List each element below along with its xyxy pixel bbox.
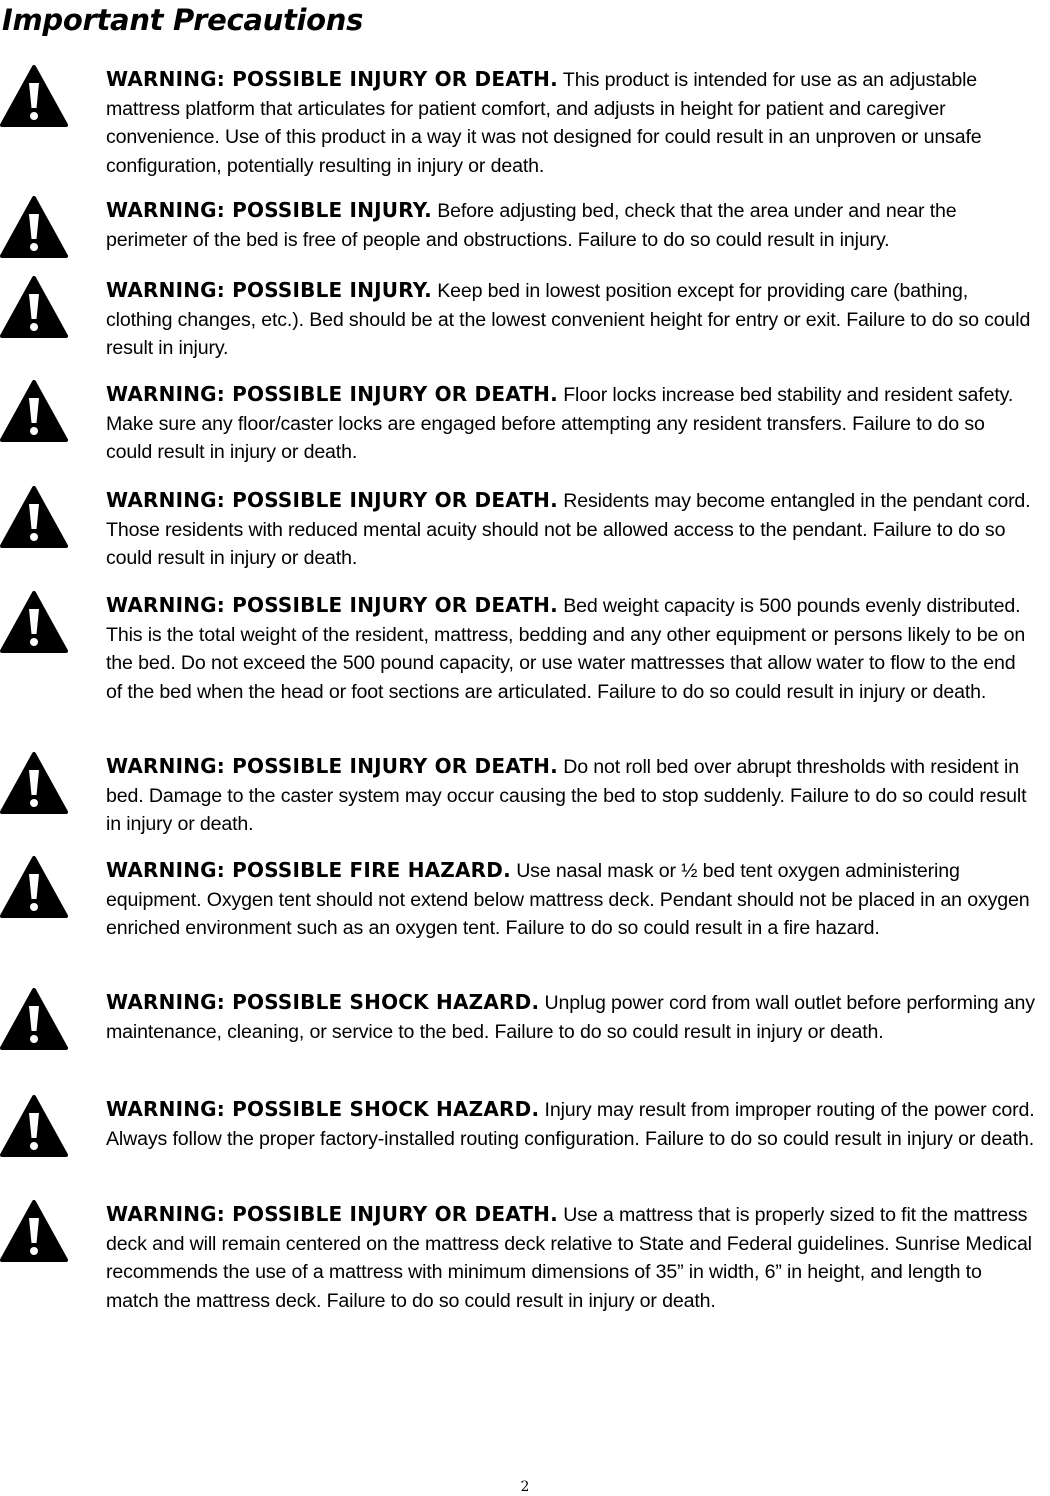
warning-text	[106, 1095, 1036, 1153]
warning-heading: WARNING: POSSIBLE INJURY OR DEATH.	[106, 593, 558, 617]
warning-heading: WARNING: POSSIBLE INJURY.	[106, 278, 432, 302]
warning-body: This product is intended for use as an adjustable mattress platform that articulates for patient comfort, and adjusts in height for patient and caregiver convenience. Use of this product in a way it was not designed for could result in an unproven or unsafe configuration, potentially resulting in injury or death.	[106, 69, 982, 177]
warning-heading: WARNING: POSSIBLE SHOCK HAZARD.	[106, 990, 540, 1014]
warning-body: Use a mattress that is properly sized to fit the mattress deck and will remain centered on the mattress deck relative to State and Federal guidelines. Sunrise Medical recommends the use of a mattress with minimum dimensions of 35” in width, 6” in height, and length to match the mattress deck. Failure to do so could result in injury or death.	[106, 1204, 1032, 1312]
warning-triangle-icon	[0, 1200, 68, 1262]
page-title: Important Precautions	[2, 3, 364, 37]
warning-body: Unplug power cord from wall outlet before performing any maintenance, cleaning, or service to the bed. Failure to do so could result in injury or death.	[106, 992, 1035, 1043]
warning-body: Do not roll bed over abrupt thresholds with resident in bed. Damage to the caster system may occur causing the bed to stop suddenly. Failure to do so could result in injury or death.	[106, 756, 1027, 835]
warning-triangle-icon	[0, 486, 68, 548]
warning-triangle-icon	[0, 1095, 68, 1157]
warning-text	[106, 380, 1036, 467]
warning-text	[106, 276, 1036, 363]
warning-text	[106, 1200, 1036, 1315]
warning-heading: WARNING: POSSIBLE INJURY OR DEATH.	[106, 382, 558, 406]
warning-body: Floor locks increase bed stability and resident safety. Make sure any floor/caster locks are engaged before attempting any resident transfers. Failure to do so could result in injury or death.	[106, 384, 1014, 463]
warning-text	[106, 988, 1036, 1046]
warning-triangle-icon	[0, 752, 68, 814]
warning-heading: WARNING: POSSIBLE INJURY OR DEATH.	[106, 67, 558, 91]
warning-body: Bed weight capacity is 500 pounds evenly distributed. This is the total weight of the resident, mattress, bedding and any other equipment or persons likely to be on the bed. Do not exceed the 500 pound capacity, or use water mattresses that allow water to flow to the end of the bed when the head or foot sections are articulated. Failure to do so could result in injury or death.	[106, 595, 1026, 703]
warning-text	[106, 486, 1036, 573]
warning-heading: WARNING: POSSIBLE INJURY OR DEATH.	[106, 754, 558, 778]
warning-body: Injury may result from improper routing of the power cord. Always follow the proper factory-installed routing configuration. Failure to do so could result in injury or death.	[106, 1099, 1035, 1150]
warning-body: Residents may become entangled in the pendant cord. Those residents with reduced mental acuity should not be allowed access to the pendant. Failure to do so could result in injury or death.	[106, 490, 1031, 569]
warning-text	[106, 65, 1036, 180]
warning-heading: WARNING: POSSIBLE SHOCK HAZARD.	[106, 1097, 540, 1121]
warning-triangle-icon	[0, 988, 68, 1050]
warning-body: Keep bed in lowest position except for providing care (bathing, clothing changes, etc.). Bed should be at the lowest convenient height for entry or exit. Failure to do so could result in injury.	[106, 280, 1031, 359]
warning-body: Use nasal mask or ½ bed tent oxygen administering equipment. Oxygen tent should not extend below mattress deck. Pendant should not be placed in an oxygen enriched environment such as an oxygen tent. Failure to do so could result in a fire hazard.	[106, 860, 1030, 939]
warning-triangle-icon	[0, 65, 68, 127]
warning-triangle-icon	[0, 196, 68, 258]
warning-heading: WARNING: POSSIBLE INJURY OR DEATH.	[106, 1202, 558, 1226]
warning-heading: WARNING: POSSIBLE INJURY OR DEATH.	[106, 488, 558, 512]
warning-triangle-icon	[0, 380, 68, 442]
warning-text	[106, 591, 1036, 706]
warning-heading: WARNING: POSSIBLE FIRE HAZARD.	[106, 858, 511, 882]
page-number: 2	[520, 1479, 530, 1495]
warning-text	[106, 856, 1036, 943]
warning-text	[106, 752, 1036, 839]
warning-triangle-icon	[0, 276, 68, 338]
warning-triangle-icon	[0, 591, 68, 653]
warning-body: Before adjusting bed, check that the area under and near the perimeter of the bed is free of people and obstructions. Failure to do so could result in injury.	[106, 200, 957, 251]
warning-triangle-icon	[0, 856, 68, 918]
warning-heading: WARNING: POSSIBLE INJURY.	[106, 198, 432, 222]
warning-text	[106, 196, 1036, 254]
